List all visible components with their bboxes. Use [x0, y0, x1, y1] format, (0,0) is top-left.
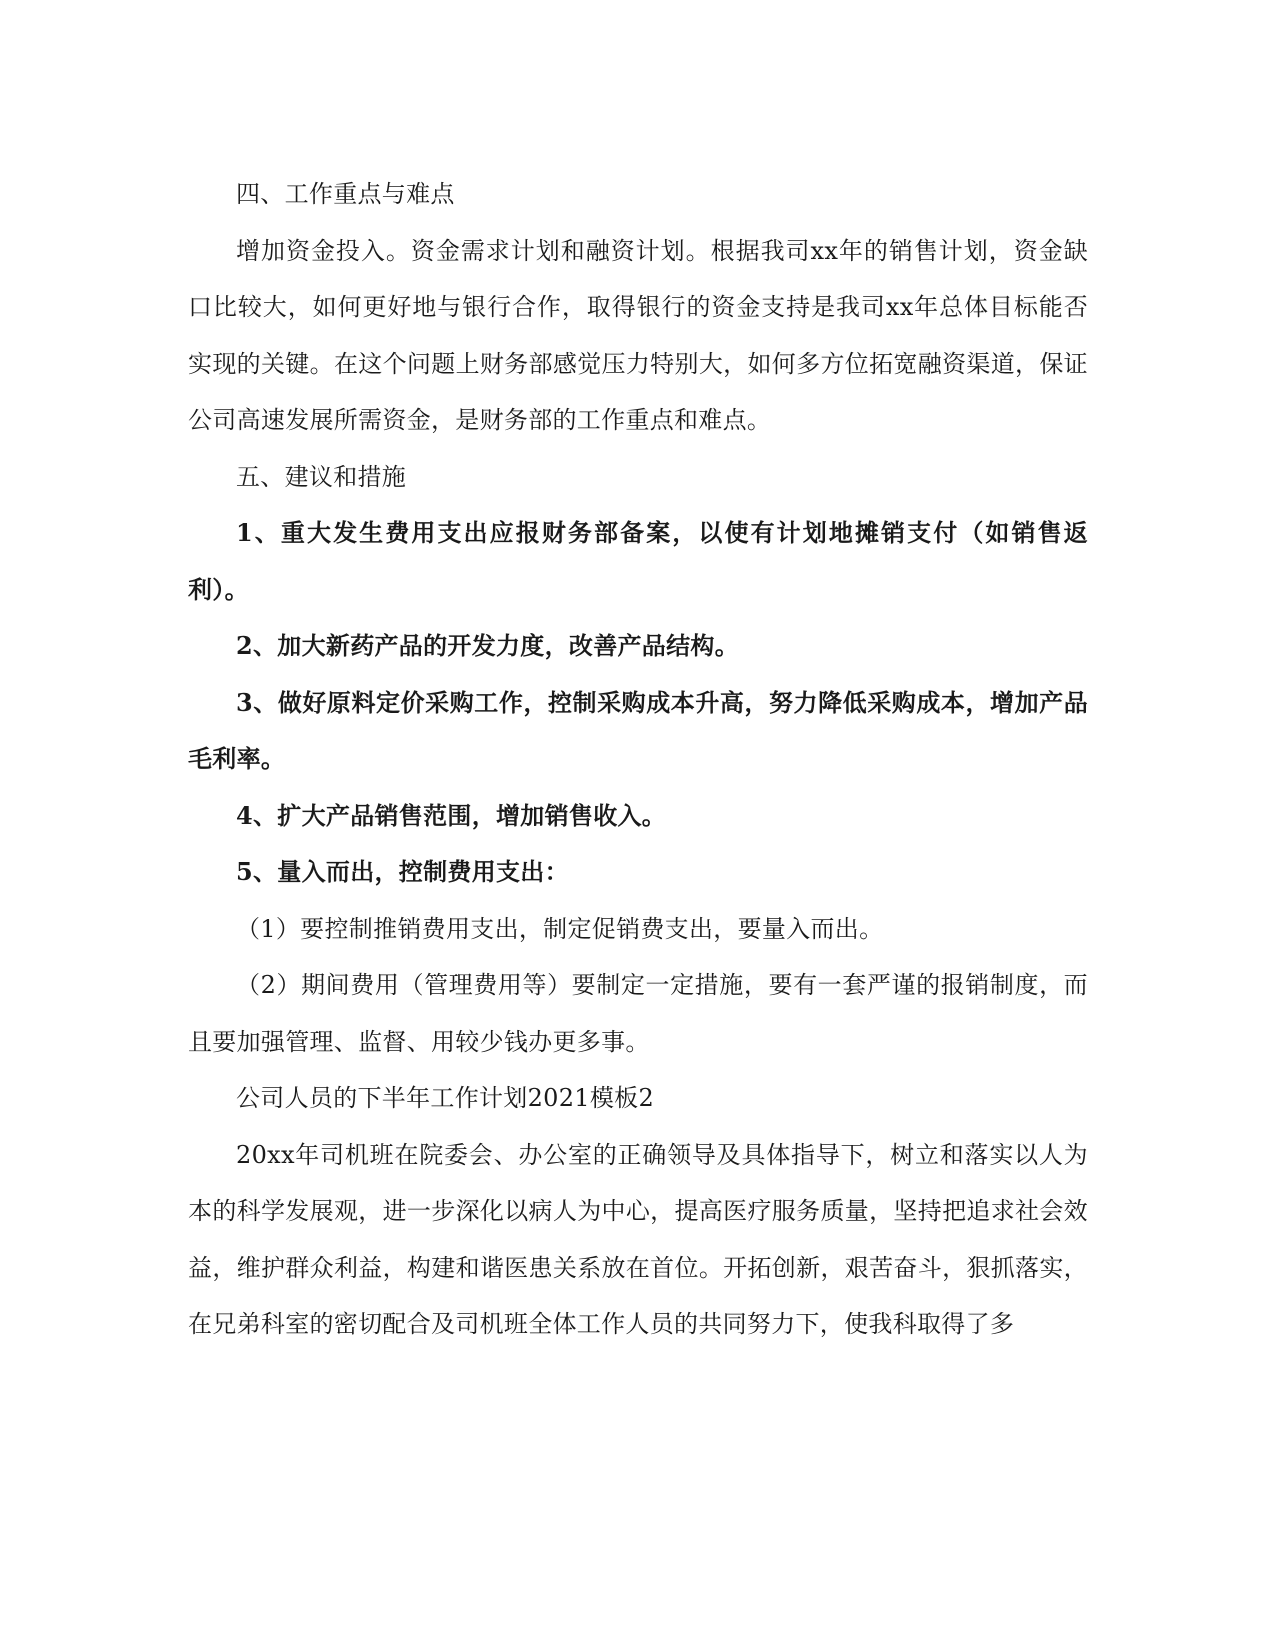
- document-title-2: 公司人员的下半年工作计划2021模板2: [236, 1084, 655, 1112]
- list-item-3: 3、做好原料定价采购工作，控制采购成本升高，努力降低采购成本，增加产品毛利率。: [188, 687, 1088, 773]
- list-item-4: 4、扩大产品销售范围，增加销售收入。: [236, 800, 667, 830]
- paragraph-funding: 增加资金投入。资金需求计划和融资计划。根据我司xx年的销售计划，资金缺口比较大，如何更好地与银行合作，取得银行的资金支持是我司xx年总体目标能否实现的关键。在这个问题上财务部感觉压力特别大，如何多方位拓宽融资渠道，保证公司高速发展所需资金，是财务部的工作重点和难点。: [188, 236, 1088, 434]
- list-item-5: 5、量入而出，控制费用支出：: [236, 857, 569, 886]
- list-item-1: 1、重大发生费用支出应报财务部备案，以使有计划地摊销支付（如销售返利）。: [188, 518, 1088, 604]
- sub-item-2: （2）期间费用（管理费用等）要制定一定措施，要有一套严谨的报销制度，而且要加强管理、监督、用较少钱办更多事。: [188, 971, 1088, 1056]
- list-item-2: 2、加大新药产品的开发力度，改善产品结构。: [236, 631, 739, 660]
- paragraph-driver-team: 20xx年司机班在院委会、办公室的正确领导及具体指导下，树立和落实以人为本的科学发展观，进一步深化以病人为中心，提高医疗服务质量，坚持把追求社会效益，维护群众利益，构建和谐医患关系放在首位。开拓创新，艰苦奋斗，狠抓落实，在兄弟科室的密切配合及司机班全体工作人员的共同努力下，使我科取得了多: [188, 1140, 1088, 1338]
- document-page: [188, 166, 1088, 1353]
- section-heading-5: 五、建议和措施: [236, 462, 407, 491]
- section-heading-4: 四、工作重点与难点: [236, 180, 455, 208]
- sub-item-1: （1）要控制推销费用支出，制定促销费支出，要量入而出。: [236, 914, 884, 943]
